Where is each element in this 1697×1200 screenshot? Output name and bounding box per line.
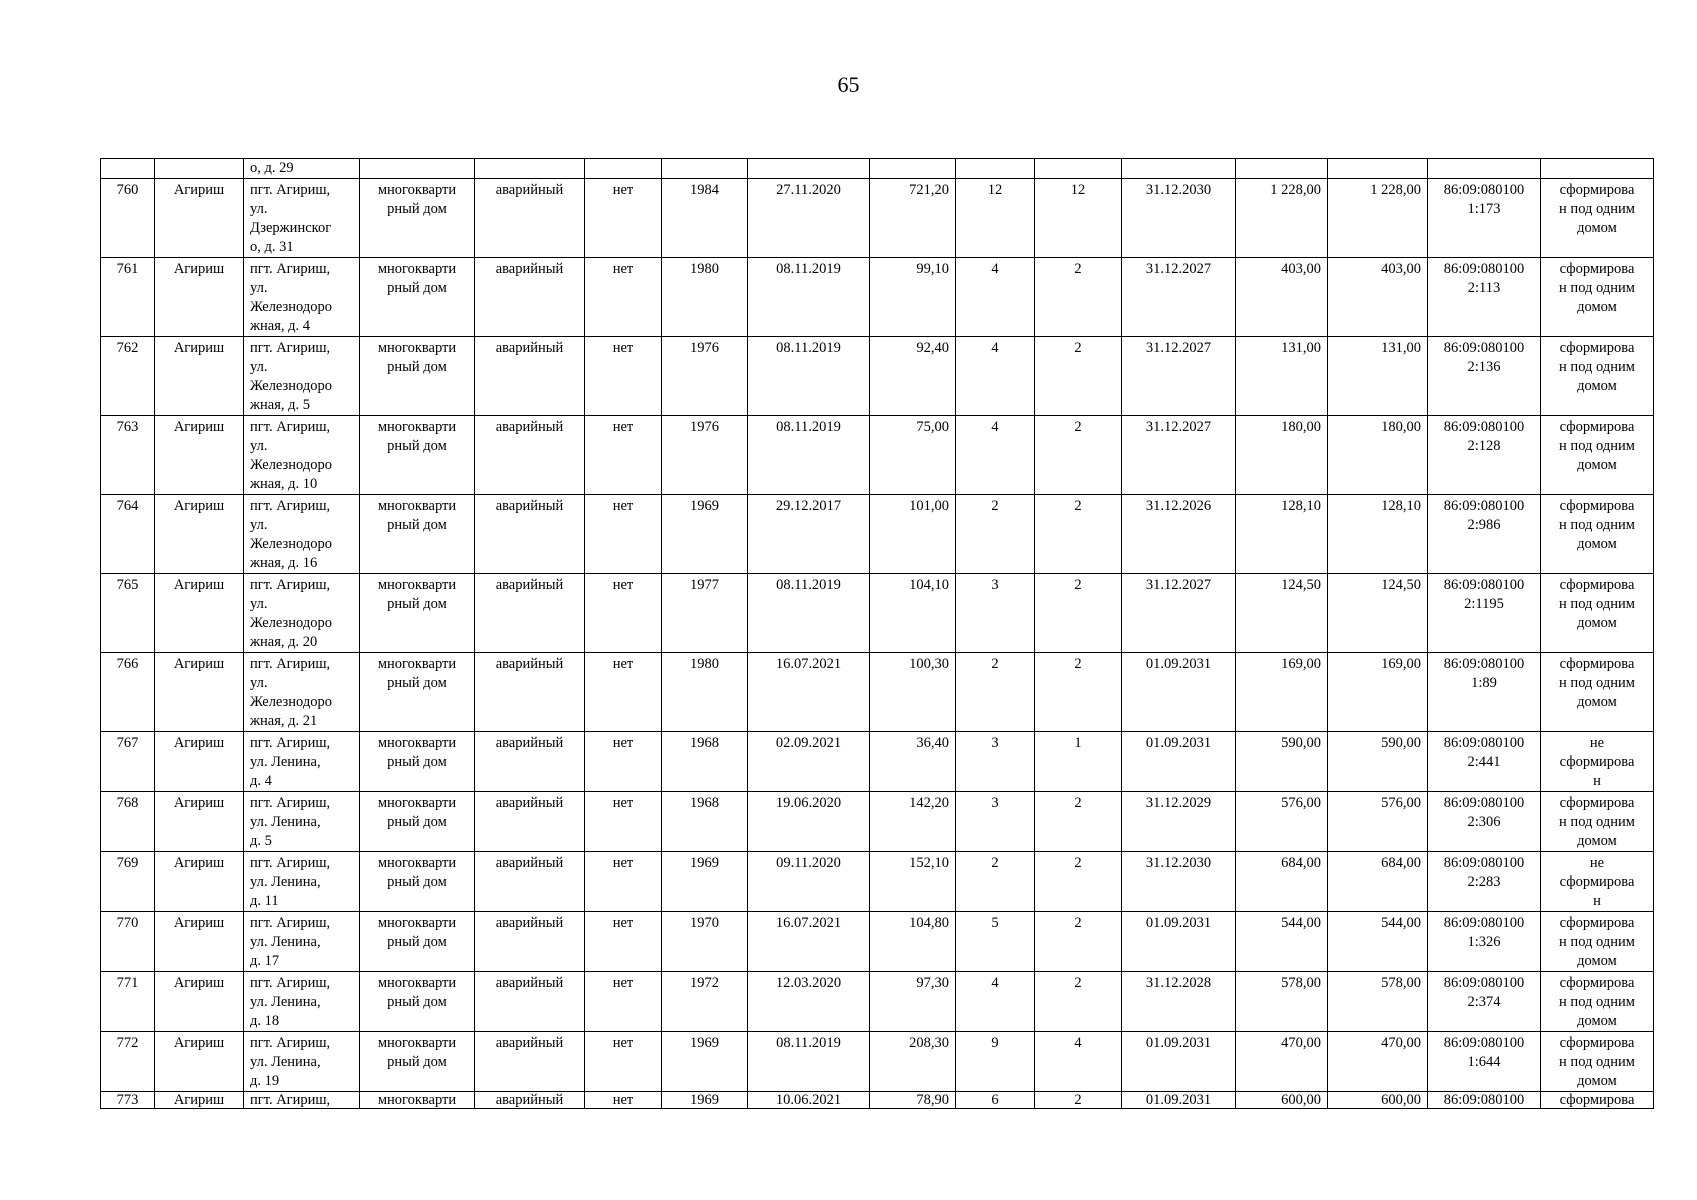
cell-flag: нет: [585, 574, 662, 653]
cell-cadastral-number: [1428, 159, 1541, 179]
cell-cadastral-number: 86:09:080100 1:326: [1428, 912, 1541, 972]
cell-flag: нет: [585, 912, 662, 972]
cell-date: 16.07.2021: [748, 653, 870, 732]
cell-value-2: 131,00: [1328, 337, 1428, 416]
cell-date: 27.11.2020: [748, 179, 870, 258]
cell-building-type: многокварти рный дом: [360, 337, 475, 416]
cell-flag: нет: [585, 653, 662, 732]
cell-condition: аварийный: [475, 792, 585, 852]
cell-address: пгт. Агириш, ул. Ленина, д. 19: [244, 1032, 360, 1092]
table-body: [101, 159, 1654, 1109]
cell-number: 764: [101, 495, 155, 574]
cell-count-1: 3: [956, 792, 1035, 852]
cell-value-1: 403,00: [1236, 258, 1328, 337]
cell-value-1: 180,00: [1236, 416, 1328, 495]
cell-deadline: 01.09.2031: [1122, 732, 1236, 792]
cell-date: 08.11.2019: [748, 416, 870, 495]
cell-count-1: 3: [956, 574, 1035, 653]
table-row: [101, 179, 1654, 258]
cell-count-1: [956, 159, 1035, 179]
cell-date: 08.11.2019: [748, 258, 870, 337]
cell-building-type: многокварти рный дом: [360, 1032, 475, 1092]
cell-value-2: 590,00: [1328, 732, 1428, 792]
cell-deadline: 31.12.2030: [1122, 179, 1236, 258]
cell-value-2: 576,00: [1328, 792, 1428, 852]
cell-value-1: 578,00: [1236, 972, 1328, 1032]
cell-condition: аварийный: [475, 732, 585, 792]
cell-settlement: Агириш: [155, 416, 244, 495]
cell-count-2: 2: [1035, 653, 1122, 732]
cell-condition: аварийный: [475, 416, 585, 495]
cell-value-1: 684,00: [1236, 852, 1328, 912]
cell-number: 772: [101, 1032, 155, 1092]
cell-cadastral-number: 86:09:080100 2:128: [1428, 416, 1541, 495]
cell-building-type: многокварти рный дом: [360, 972, 475, 1032]
cell-value-1: 131,00: [1236, 337, 1328, 416]
cell-count-2: 2: [1035, 495, 1122, 574]
cell-value-1: 576,00: [1236, 792, 1328, 852]
page-number: 65: [837, 72, 860, 97]
cell-settlement: [155, 159, 244, 179]
cell-deadline: 31.12.2027: [1122, 416, 1236, 495]
cell-deadline: 01.09.2031: [1122, 653, 1236, 732]
cell-flag: нет: [585, 337, 662, 416]
cell-number: 763: [101, 416, 155, 495]
cell-address: пгт. Агириш, ул. Дзержинског о, д. 31: [244, 179, 360, 258]
cell-cadastral-number: 86:09:080100 2:441: [1428, 732, 1541, 792]
cell-date: 08.11.2019: [748, 1032, 870, 1092]
cell-flag: нет: [585, 732, 662, 792]
table-row: [101, 972, 1654, 1032]
cell-value-2: [1328, 159, 1428, 179]
cell-condition: аварийный: [475, 179, 585, 258]
cell-building-type: многокварти рный дом: [360, 574, 475, 653]
cell-land-status: сформирова н под одним домом: [1541, 258, 1654, 337]
cell-condition: аварийный: [475, 337, 585, 416]
cell-count-2: 12: [1035, 179, 1122, 258]
cell-deadline: 31.12.2029: [1122, 792, 1236, 852]
cell-deadline: 31.12.2027: [1122, 258, 1236, 337]
table-row: [101, 574, 1654, 653]
cell-year: 1972: [662, 972, 748, 1032]
cell-count-2: 2: [1035, 416, 1122, 495]
cell-count-1: 5: [956, 912, 1035, 972]
cell-land-status: сформирова н под одним домом: [1541, 1032, 1654, 1092]
cell-year: 1970: [662, 912, 748, 972]
cell-address: пгт. Агириш,: [244, 1092, 360, 1109]
cell-condition: аварийный: [475, 852, 585, 912]
cell-date: 12.03.2020: [748, 972, 870, 1032]
cell-settlement: Агириш: [155, 258, 244, 337]
cell-year: 1968: [662, 792, 748, 852]
cell-value-2: 1 228,00: [1328, 179, 1428, 258]
cell-area: 101,00: [870, 495, 956, 574]
cell-date: 10.06.2021: [748, 1092, 870, 1109]
cell-count-2: 2: [1035, 912, 1122, 972]
cell-date: 16.07.2021: [748, 912, 870, 972]
table-row: [101, 732, 1654, 792]
cell-land-status: не сформирова н: [1541, 852, 1654, 912]
table-row: [101, 852, 1654, 912]
cell-flag: нет: [585, 416, 662, 495]
cell-number: 771: [101, 972, 155, 1032]
table-row: [101, 653, 1654, 732]
table-row: [101, 912, 1654, 972]
cell-settlement: Агириш: [155, 574, 244, 653]
cell-settlement: Агириш: [155, 972, 244, 1032]
cell-count-1: 2: [956, 653, 1035, 732]
cell-settlement: Агириш: [155, 912, 244, 972]
cell-year: 1969: [662, 495, 748, 574]
cell-cadastral-number: 86:09:080100 1:173: [1428, 179, 1541, 258]
cell-count-1: 9: [956, 1032, 1035, 1092]
cell-number: 762: [101, 337, 155, 416]
cell-value-2: 684,00: [1328, 852, 1428, 912]
cell-deadline: [1122, 159, 1236, 179]
cell-value-2: 403,00: [1328, 258, 1428, 337]
table-row: [101, 258, 1654, 337]
cell-value-1: 169,00: [1236, 653, 1328, 732]
cell-number: 773: [101, 1092, 155, 1109]
cell-building-type: многокварти рный дом: [360, 732, 475, 792]
cell-flag: нет: [585, 792, 662, 852]
cell-deadline: 31.12.2027: [1122, 337, 1236, 416]
cell-building-type: многокварти рный дом: [360, 653, 475, 732]
cell-count-2: 2: [1035, 792, 1122, 852]
cell-address: пгт. Агириш, ул. Железнодоро жная, д. 16: [244, 495, 360, 574]
cell-condition: аварийный: [475, 1092, 585, 1109]
cell-year: 1968: [662, 732, 748, 792]
housing-register-table: [100, 158, 1654, 1109]
cell-flag: нет: [585, 1032, 662, 1092]
cell-land-status: не сформирова н: [1541, 732, 1654, 792]
cell-flag: нет: [585, 972, 662, 1032]
cell-year: 1984: [662, 179, 748, 258]
cell-year: 1980: [662, 653, 748, 732]
cell-year: [662, 159, 748, 179]
cell-address: пгт. Агириш, ул. Железнодоро жная, д. 4: [244, 258, 360, 337]
cell-land-status: сформирова н под одним домом: [1541, 912, 1654, 972]
cell-count-2: 4: [1035, 1032, 1122, 1092]
cell-condition: [475, 159, 585, 179]
cell-settlement: Агириш: [155, 732, 244, 792]
cell-value-2: 128,10: [1328, 495, 1428, 574]
cell-count-1: 4: [956, 416, 1035, 495]
cell-value-1: 544,00: [1236, 912, 1328, 972]
cell-number: 767: [101, 732, 155, 792]
cell-flag: нет: [585, 1092, 662, 1109]
cell-land-status: сформирова н под одним домом: [1541, 792, 1654, 852]
cell-address: пгт. Агириш, ул. Ленина, д. 17: [244, 912, 360, 972]
cell-settlement: Агириш: [155, 1092, 244, 1109]
cell-area: 78,90: [870, 1092, 956, 1109]
cell-land-status: сформирова н под одним домом: [1541, 337, 1654, 416]
cell-deadline: 01.09.2031: [1122, 1032, 1236, 1092]
table-row-continuation: [101, 159, 1654, 179]
cell-address: пгт. Агириш, ул. Ленина, д. 5: [244, 792, 360, 852]
cell-year: 1977: [662, 574, 748, 653]
cell-settlement: Агириш: [155, 653, 244, 732]
cell-cadastral-number: 86:09:080100: [1428, 1092, 1541, 1109]
cell-deadline: 31.12.2027: [1122, 574, 1236, 653]
table-row: [101, 416, 1654, 495]
cell-date: [748, 159, 870, 179]
cell-settlement: Агириш: [155, 179, 244, 258]
cell-area: 142,20: [870, 792, 956, 852]
cell-area: [870, 159, 956, 179]
cell-year: 1980: [662, 258, 748, 337]
cell-date: 08.11.2019: [748, 337, 870, 416]
cell-count-1: 4: [956, 258, 1035, 337]
cell-count-2: 2: [1035, 258, 1122, 337]
cell-building-type: многокварти: [360, 1092, 475, 1109]
cell-condition: аварийный: [475, 972, 585, 1032]
cell-count-2: 2: [1035, 1092, 1122, 1109]
cell-cadastral-number: 86:09:080100 2:113: [1428, 258, 1541, 337]
cell-building-type: многокварти рный дом: [360, 852, 475, 912]
table-row: [101, 337, 1654, 416]
cell-date: 29.12.2017: [748, 495, 870, 574]
cell-value-2: 544,00: [1328, 912, 1428, 972]
cell-cadastral-number: 86:09:080100 2:374: [1428, 972, 1541, 1032]
cell-settlement: Агириш: [155, 792, 244, 852]
cell-year: 1976: [662, 416, 748, 495]
cell-value-2: 124,50: [1328, 574, 1428, 653]
cell-number: 761: [101, 258, 155, 337]
cell-year: 1969: [662, 1032, 748, 1092]
cell-deadline: 01.09.2031: [1122, 912, 1236, 972]
cell-land-status: сформирова: [1541, 1092, 1654, 1109]
cell-area: 99,10: [870, 258, 956, 337]
table-row: [101, 1032, 1654, 1092]
cell-condition: аварийный: [475, 653, 585, 732]
cell-count-1: 3: [956, 732, 1035, 792]
cell-count-2: 1: [1035, 732, 1122, 792]
cell-address: о, д. 29: [244, 159, 360, 179]
cell-land-status: сформирова н под одним домом: [1541, 495, 1654, 574]
cell-settlement: Агириш: [155, 1032, 244, 1092]
cell-land-status: сформирова н под одним домом: [1541, 574, 1654, 653]
cell-building-type: многокварти рный дом: [360, 179, 475, 258]
cell-value-2: 169,00: [1328, 653, 1428, 732]
cell-count-2: 2: [1035, 337, 1122, 416]
cell-area: 36,40: [870, 732, 956, 792]
cell-value-1: 600,00: [1236, 1092, 1328, 1109]
cell-value-2: 578,00: [1328, 972, 1428, 1032]
cell-condition: аварийный: [475, 1032, 585, 1092]
cell-address: пгт. Агириш, ул. Железнодоро жная, д. 5: [244, 337, 360, 416]
cell-flag: нет: [585, 179, 662, 258]
cell-number: 760: [101, 179, 155, 258]
cell-number: 770: [101, 912, 155, 972]
cell-number: 768: [101, 792, 155, 852]
cell-building-type: многокварти рный дом: [360, 495, 475, 574]
cell-date: 02.09.2021: [748, 732, 870, 792]
cell-land-status: сформирова н под одним домом: [1541, 972, 1654, 1032]
cell-cadastral-number: 86:09:080100 1:644: [1428, 1032, 1541, 1092]
cell-condition: аварийный: [475, 574, 585, 653]
cell-area: 104,80: [870, 912, 956, 972]
cell-count-1: 4: [956, 337, 1035, 416]
cell-year: 1969: [662, 1092, 748, 1109]
table-row: [101, 495, 1654, 574]
cell-flag: [585, 159, 662, 179]
cell-address: пгт. Агириш, ул. Ленина, д. 11: [244, 852, 360, 912]
cell-area: 152,10: [870, 852, 956, 912]
cell-building-type: многокварти рный дом: [360, 792, 475, 852]
cell-count-1: 12: [956, 179, 1035, 258]
cell-year: 1969: [662, 852, 748, 912]
cell-address: пгт. Агириш, ул. Железнодоро жная, д. 21: [244, 653, 360, 732]
cell-count-2: 2: [1035, 972, 1122, 1032]
cell-number: 766: [101, 653, 155, 732]
cell-condition: аварийный: [475, 258, 585, 337]
cell-cadastral-number: 86:09:080100 2:283: [1428, 852, 1541, 912]
cell-count-1: 2: [956, 852, 1035, 912]
cell-number: 765: [101, 574, 155, 653]
cell-land-status: [1541, 159, 1654, 179]
cell-settlement: Агириш: [155, 852, 244, 912]
cell-building-type: многокварти рный дом: [360, 416, 475, 495]
cell-area: 97,30: [870, 972, 956, 1032]
cell-flag: нет: [585, 852, 662, 912]
cell-date: 09.11.2020: [748, 852, 870, 912]
cell-settlement: Агириш: [155, 495, 244, 574]
cell-value-1: 1 228,00: [1236, 179, 1328, 258]
cell-cadastral-number: 86:09:080100 2:136: [1428, 337, 1541, 416]
cell-flag: нет: [585, 495, 662, 574]
cell-deadline: 31.12.2030: [1122, 852, 1236, 912]
cell-land-status: сформирова н под одним домом: [1541, 179, 1654, 258]
cell-deadline: 31.12.2026: [1122, 495, 1236, 574]
cell-cadastral-number: 86:09:080100 2:986: [1428, 495, 1541, 574]
cell-area: 208,30: [870, 1032, 956, 1092]
cell-cadastral-number: 86:09:080100 2:306: [1428, 792, 1541, 852]
table-row: [101, 792, 1654, 852]
cell-condition: аварийный: [475, 495, 585, 574]
cell-area: 100,30: [870, 653, 956, 732]
cell-land-status: сформирова н под одним домом: [1541, 653, 1654, 732]
cell-address: пгт. Агириш, ул. Железнодоро жная, д. 20: [244, 574, 360, 653]
cell-date: 19.06.2020: [748, 792, 870, 852]
table-row: [101, 1092, 1654, 1109]
cell-count-1: 6: [956, 1092, 1035, 1109]
cell-cadastral-number: 86:09:080100 1:89: [1428, 653, 1541, 732]
cell-cadastral-number: 86:09:080100 2:1195: [1428, 574, 1541, 653]
cell-address: пгт. Агириш, ул. Железнодоро жная, д. 10: [244, 416, 360, 495]
cell-count-1: 2: [956, 495, 1035, 574]
cell-area: 75,00: [870, 416, 956, 495]
cell-deadline: 31.12.2028: [1122, 972, 1236, 1032]
cell-settlement: Агириш: [155, 337, 244, 416]
cell-deadline: 01.09.2031: [1122, 1092, 1236, 1109]
cell-address: пгт. Агириш, ул. Ленина, д. 4: [244, 732, 360, 792]
cell-value-1: 124,50: [1236, 574, 1328, 653]
cell-count-2: 2: [1035, 852, 1122, 912]
cell-value-1: 590,00: [1236, 732, 1328, 792]
cell-condition: аварийный: [475, 912, 585, 972]
cell-number: [101, 159, 155, 179]
cell-number: 769: [101, 852, 155, 912]
cell-area: 92,40: [870, 337, 956, 416]
cell-flag: нет: [585, 258, 662, 337]
cell-area: 721,20: [870, 179, 956, 258]
cell-value-2: 180,00: [1328, 416, 1428, 495]
cell-building-type: многокварти рный дом: [360, 258, 475, 337]
cell-address: пгт. Агириш, ул. Ленина, д. 18: [244, 972, 360, 1032]
cell-count-2: 2: [1035, 574, 1122, 653]
cell-date: 08.11.2019: [748, 574, 870, 653]
cell-value-1: 470,00: [1236, 1032, 1328, 1092]
cell-value-1: 128,10: [1236, 495, 1328, 574]
cell-land-status: сформирова н под одним домом: [1541, 416, 1654, 495]
cell-count-2: [1035, 159, 1122, 179]
cell-area: 104,10: [870, 574, 956, 653]
cell-building-type: [360, 159, 475, 179]
cell-year: 1976: [662, 337, 748, 416]
cell-count-1: 4: [956, 972, 1035, 1032]
cell-value-1: [1236, 159, 1328, 179]
cell-building-type: многокварти рный дом: [360, 912, 475, 972]
cell-value-2: 470,00: [1328, 1032, 1428, 1092]
cell-value-2: 600,00: [1328, 1092, 1428, 1109]
